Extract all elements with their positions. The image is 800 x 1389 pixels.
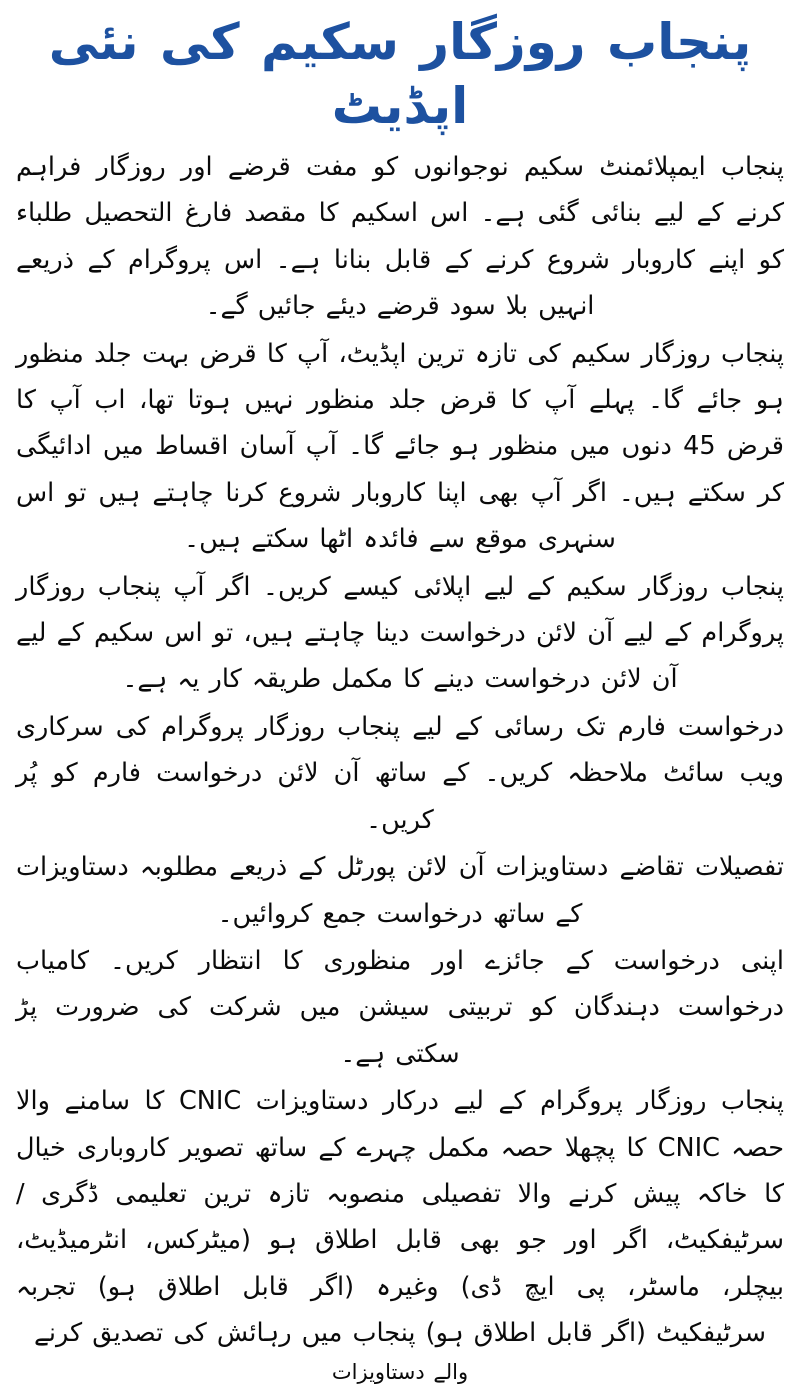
paragraph-step-website: درخواست فارم تک رسائی کے لیے پنجاب روزگار پروگرام کی سرکاری ویب سائٹ ملاحظہ کریں۔ کے ساتھ آن لائن درخواست فارم کو پُر کریں۔ (16, 711, 784, 835)
page-title: پنجاب روزگار سکیم کی نئی اپڈیٹ (48, 13, 752, 135)
paragraph-tail: والے دستاویزات (331, 1359, 469, 1384)
paragraph-step-review: اپنی درخواست کے جائزے اور منظوری کا انتظار کریں۔ کامیاب درخواست دہندگان کو تربیتی سیشن میں شرکت کی ضرورت پڑ سکتی ہے۔ (16, 945, 784, 1069)
paragraph-update: پنجاب روزگار سکیم کی تازہ ترین اپڈیٹ، آپ کا قرض بہت جلد منظور ہو جائے گا۔ پہلے آپ کا قرض جلد منظور نہیں ہوتا تھا، اب آپ کا قرض 45 دنوں میں منظور ہو جائے گا۔ آپ آسان اقساط میں ادائیگی کر سکتے ہیں۔ اگر آپ بھی اپنا کاروبار شروع کرنا چاہتے ہیں تو اس سنہری موقع سے فائدہ اٹھا سکتے ہیں۔ (16, 338, 784, 555)
paragraph-required-documents: پنجاب روزگار پروگرام کے لیے درکار دستاویزات CNIC کا سامنے والا حصہ CNIC کا پچھلا حصہ مکمل چہرے کے ساتھ تصویر کاروباری خیال کا خاکہ پیش کرنے والا تفصیلی منصوبہ تازہ ترین تعلیمی ڈگری / سرٹیفکیٹ، اگر اور جو بھی قابل اطلاق ہو (میٹرکس، انٹرمیڈیٹ، بیچلر، ماسٹر، پی ایچ ڈی) وغیرہ (اگر قابل اطلاق ہو) تجربہ سرٹیفکیٹ (اگر قابل اطلاق ہو) پنجاب میں رہائش کی تصدیق کرنے (16, 1086, 784, 1349)
document-body (0, 142, 800, 1389)
paragraph-intro: پنجاب ایمپلائمنٹ سکیم نوجوانوں کو مفت قرضے اور روزگار فراہم کرنے کے لیے بنائی گئی ہے۔ اس اسکیم کا مقصد فارغ التحصیل طلباء کو اپنے کاروبار شروع کرنے کے قابل بنانا ہے۔ اس پروگرام کے ذریعے انہیں بلا سود قرضے دیئے جائیں گے۔ (16, 152, 784, 322)
paragraph-how-to-apply: پنجاب روزگار سکیم کے لیے اپلائی کیسے کریں۔ اگر آپ پنجاب روزگار پروگرام کے لیے آن لائن درخواست دینا چاہتے ہیں، تو اس سکیم کے لیے آن لائن درخواست دینے کا مکمل طریقہ کار یہ ہے۔ (16, 571, 784, 695)
paragraph-step-documents: تفصیلات تقاضے دستاویزات آن لائن پورٹل کے ذریعے مطلوبہ دستاویزات کے ساتھ درخواست جمع کروائیں۔ (16, 852, 784, 929)
